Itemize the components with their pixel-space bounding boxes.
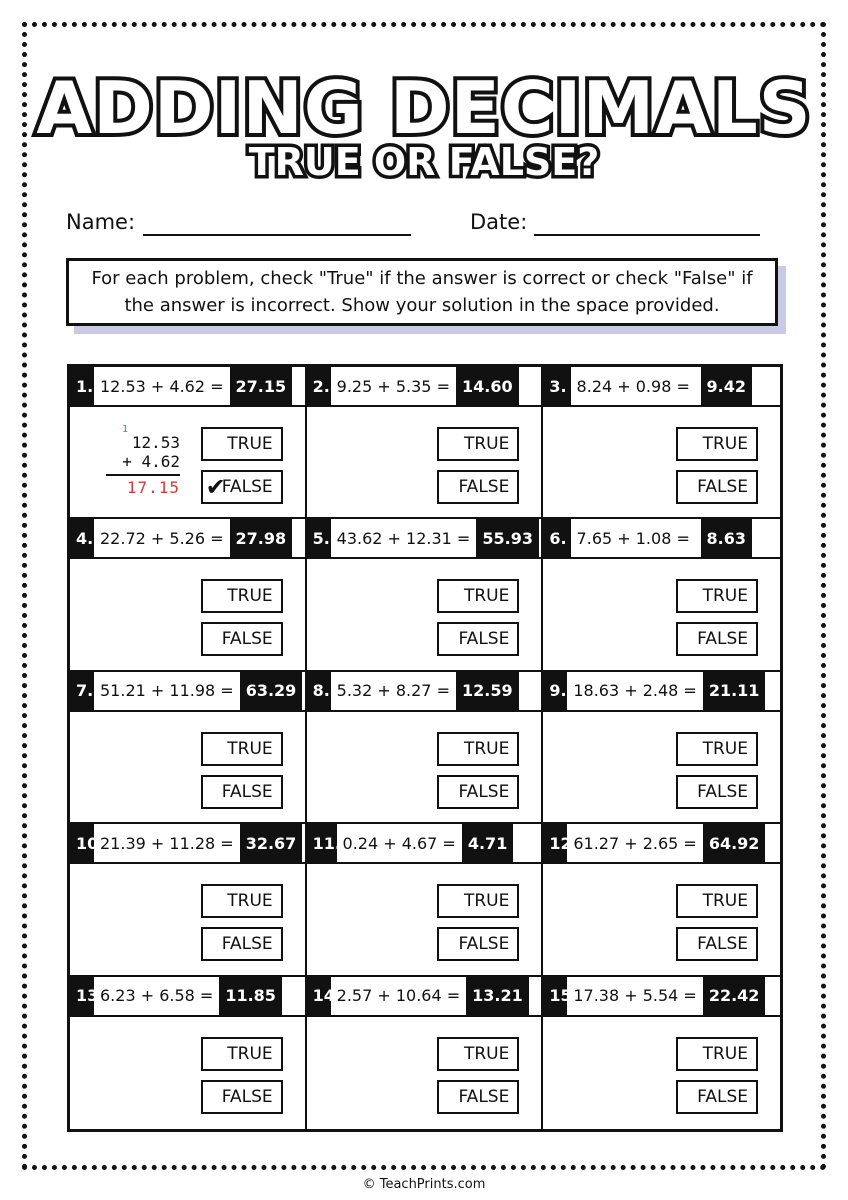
copyright-footer: © TeachPrints.com: [362, 1177, 486, 1192]
true-checkbox[interactable]: [201, 579, 283, 613]
problem-number: 5.: [307, 519, 331, 557]
false-label: FALSE: [697, 934, 748, 955]
problem-cell: [307, 367, 544, 519]
true-checkbox[interactable]: [676, 732, 758, 766]
problem-header: [70, 519, 305, 559]
problem-answer: 13.21: [466, 977, 529, 1015]
true-checkbox[interactable]: [437, 884, 519, 918]
true-checkbox[interactable]: [437, 427, 519, 461]
true-checkbox[interactable]: [201, 1037, 283, 1071]
problem-number: 8.: [307, 672, 331, 710]
true-label: TRUE: [463, 1043, 510, 1064]
problem-header: [307, 672, 542, 712]
problem-cell: [70, 977, 307, 1129]
problem-number: 3.: [543, 367, 570, 405]
true-label: TRUE: [227, 738, 273, 759]
problem-cell: [543, 824, 780, 976]
problem-header: [70, 824, 305, 864]
problem-cell: [307, 977, 544, 1129]
problem-header: [543, 367, 780, 407]
problem-grid: [67, 364, 783, 1132]
problem-answer: 64.92: [703, 824, 766, 862]
false-label: FALSE: [458, 629, 510, 650]
problem-expression: 21.39 + 11.28 =: [100, 833, 234, 853]
problem-answer: 11.85: [219, 977, 282, 1015]
problem-answer: 27.98: [230, 519, 293, 557]
problem-expression: 6.23 + 6.58 =: [100, 986, 214, 1006]
solution-rule: [106, 474, 180, 476]
false-checkbox[interactable]: [676, 927, 758, 961]
carry-digit: 1: [121, 424, 128, 435]
problem-cell: [70, 367, 307, 519]
true-checkbox[interactable]: [437, 579, 519, 613]
problem-cell: [70, 519, 307, 671]
problem-answer: 12.59: [456, 672, 519, 710]
problem-header: [543, 824, 780, 864]
false-checkbox[interactable]: [201, 470, 283, 504]
true-label: TRUE: [463, 738, 510, 759]
false-label: FALSE: [221, 1086, 273, 1107]
false-checkbox[interactable]: [437, 622, 519, 656]
problem-header: [307, 824, 542, 864]
problem-expression: 5.32 + 8.27 =: [336, 681, 450, 701]
problem-number: 4.: [70, 519, 94, 557]
problem-answer: 22.42: [703, 977, 766, 1015]
false-label: FALSE: [458, 477, 510, 497]
name-label: Name:: [66, 210, 136, 234]
problem-header: [70, 672, 305, 712]
problem-number: 2.: [307, 367, 331, 405]
true-checkbox[interactable]: [676, 1037, 758, 1071]
false-checkbox[interactable]: [437, 1080, 519, 1114]
false-checkbox[interactable]: [201, 622, 283, 656]
problem-expression: 43.62 + 12.31 =: [336, 528, 471, 548]
problem-expression: 17.38 + 5.54 =: [573, 986, 697, 1006]
false-label: FALSE: [458, 1086, 510, 1107]
true-checkbox[interactable]: [676, 427, 758, 461]
true-label: TRUE: [702, 738, 748, 759]
solution-line-2: + 4.62: [122, 452, 180, 471]
problem-cell: [70, 672, 307, 824]
false-checkbox[interactable]: [437, 927, 519, 961]
problem-answer: 55.93: [476, 519, 539, 557]
problem-number: 15.: [543, 977, 567, 1015]
true-checkbox[interactable]: [201, 732, 283, 766]
problem-answer: 63.29: [240, 672, 303, 710]
problem-expression: 22.72 + 5.26 =: [100, 528, 224, 548]
problem-header: [307, 977, 542, 1017]
problem-answer: 4.71: [462, 824, 513, 862]
false-checkbox[interactable]: [201, 927, 283, 961]
false-label: FALSE: [221, 477, 273, 497]
problem-expression: 51.21 + 11.98 =: [100, 681, 234, 701]
problem-cell: [70, 824, 307, 976]
problem-number: 13.: [70, 977, 94, 1015]
true-label: TRUE: [463, 434, 510, 454]
true-label: TRUE: [702, 586, 748, 607]
true-label: TRUE: [463, 586, 510, 607]
problem-header: [307, 367, 542, 407]
problem-number: 1.: [70, 367, 94, 405]
false-label: FALSE: [458, 934, 510, 955]
problem-cell: [543, 672, 780, 824]
problem-number: 14.: [307, 977, 331, 1015]
date-field[interactable]: [534, 234, 760, 236]
true-label: TRUE: [227, 1043, 273, 1064]
problem-answer: 8.63: [701, 519, 752, 557]
instructions-box: [66, 258, 778, 326]
problem-header: [70, 367, 305, 407]
worksheet-title: ADDING DECIMALS: [36, 66, 812, 150]
problem-header: [543, 519, 780, 559]
true-checkbox[interactable]: [676, 579, 758, 613]
false-checkbox[interactable]: [437, 470, 519, 504]
true-label: TRUE: [227, 891, 273, 912]
false-label: FALSE: [221, 934, 273, 955]
problem-number: 7.: [70, 672, 94, 710]
false-label: FALSE: [697, 1086, 748, 1107]
false-checkbox[interactable]: [676, 622, 758, 656]
false-checkbox[interactable]: [437, 775, 519, 809]
false-checkbox[interactable]: [676, 775, 758, 809]
problem-expression: 7.65 + 1.08 =: [576, 528, 690, 548]
checkmark-icon: ✔: [205, 473, 226, 501]
problem-number: 6.: [543, 519, 570, 557]
problem-answer: 9.42: [701, 367, 752, 405]
problem-header: [307, 519, 542, 559]
false-checkbox[interactable]: [676, 1080, 758, 1114]
problem-answer: 27.15: [230, 367, 293, 405]
problem-number: 11.: [307, 824, 337, 862]
problem-header: [543, 672, 780, 712]
problem-number: 12.: [543, 824, 567, 862]
false-checkbox[interactable]: [201, 775, 283, 809]
solution-line-1: 12.53: [131, 433, 180, 452]
false-label: FALSE: [458, 781, 510, 802]
true-label: TRUE: [702, 891, 748, 912]
false-checkbox[interactable]: [676, 470, 758, 504]
problem-expression: 2.57 + 10.64 =: [336, 986, 461, 1006]
problem-answer: 14.60: [456, 367, 519, 405]
problem-header: [543, 977, 780, 1017]
true-label: TRUE: [227, 434, 273, 454]
problem-cell: [543, 519, 780, 671]
problem-expression: 9.25 + 5.35 =: [336, 376, 450, 396]
false-label: FALSE: [697, 781, 748, 802]
name-field[interactable]: [143, 234, 411, 236]
problem-header: [70, 977, 305, 1017]
worksheet-subtitle: TRUE OR FALSE?: [248, 140, 600, 184]
true-label: TRUE: [463, 891, 510, 912]
true-checkbox[interactable]: [201, 884, 283, 918]
problem-expression: 8.24 + 0.98 =: [576, 376, 690, 396]
problem-answer: 32.67: [240, 824, 303, 862]
false-label: FALSE: [697, 629, 748, 650]
false-label: FALSE: [697, 477, 748, 497]
problem-number: 9.: [543, 672, 567, 710]
instructions-text: For each problem, check "True" if the answer is correct or check "False" if the answer is incorrect. Show your solution in the space provided.: [91, 268, 753, 316]
example-solution: [106, 424, 180, 497]
true-label: TRUE: [702, 1043, 748, 1064]
true-checkbox[interactable]: [437, 1037, 519, 1071]
solution-result: 17.15: [126, 478, 180, 497]
problem-expression: 12.53 + 4.62 =: [100, 376, 224, 396]
true-checkbox[interactable]: [201, 427, 283, 461]
date-label: Date:: [470, 210, 528, 234]
problem-expression: 0.24 + 4.67 =: [342, 833, 456, 853]
problem-answer: 21.11: [703, 672, 766, 710]
problem-cell: [543, 977, 780, 1129]
false-checkbox[interactable]: [201, 1080, 283, 1114]
problem-number: 10.: [70, 824, 94, 862]
problem-cell: [543, 367, 780, 519]
true-label: TRUE: [702, 434, 748, 454]
problem-expression: 18.63 + 2.48 =: [573, 681, 697, 701]
false-label: FALSE: [221, 629, 273, 650]
true-checkbox[interactable]: [676, 884, 758, 918]
problem-cell: [307, 672, 544, 824]
problem-cell: [307, 824, 544, 976]
false-label: FALSE: [221, 781, 273, 802]
problem-expression: 61.27 + 2.65 =: [573, 833, 697, 853]
true-checkbox[interactable]: [437, 732, 519, 766]
true-label: TRUE: [227, 586, 273, 607]
problem-cell: [307, 519, 544, 671]
